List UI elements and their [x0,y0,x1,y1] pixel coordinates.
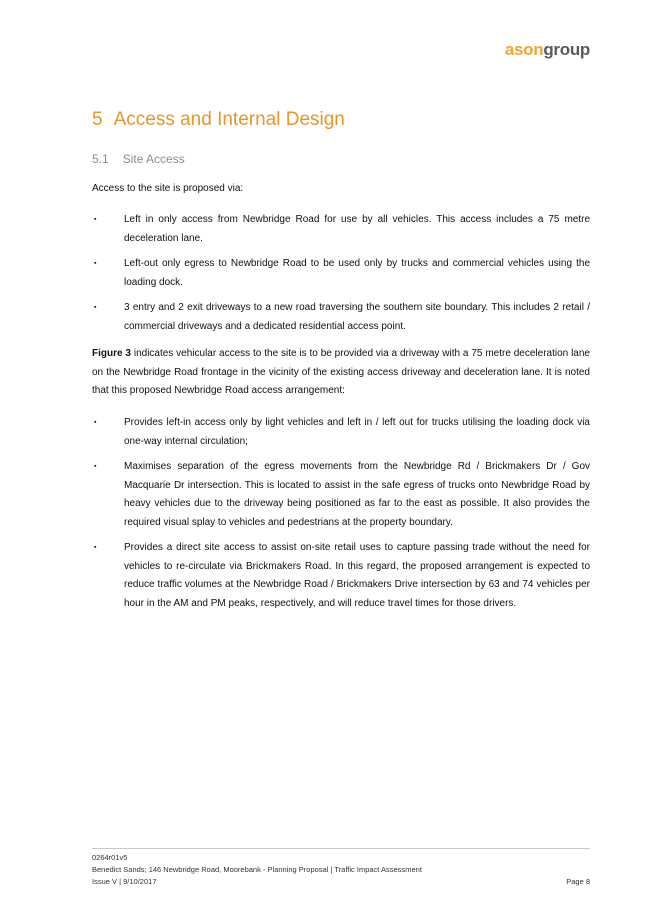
section-title: Access and Internal Design [113,109,345,130]
subsection-heading [92,152,185,166]
bullet-icon: ▪ [94,419,97,426]
list-item: ▪ Provides left-in access only by light vehicles and left in / left out for trucks utilising the loading dock via one-way internal circulation; [92,414,590,451]
list-item: ▪ Maximises separation of the egress movements from the Newbridge Rd / Brickmakers Dr / Gov Macquarie Dr intersection. This is located to assist in the safe egress of trucks onto Newbridge Road by heavy vehicles due to the driveway being positioned as far to the east as possible. It also provides the required visual splay to vehicles and pedestrians at the property boundary. [92,458,590,532]
section-number: 5 [92,109,103,130]
figure-paragraph: Figure 3 indicates vehicular access to the site is to be provided via a driveway with a 75 metre deceleration lane on the Newbridge Road frontage in the vicinity of the existing access driveway and deceleration lane. It is noted that this proposed Newbridge Road access arrangement: [92,348,590,396]
company-logo: asongroup [504,40,590,59]
section-heading [92,109,345,131]
bullet-icon: ▪ [94,260,97,267]
bullet-icon: ▪ [94,216,97,223]
bullet-icon: ▪ [94,544,97,551]
project-title: Benedict Sands; 146 Newbridge Road, Moorebank - Planning Proposal | Traffic Impact Assessment [92,865,422,874]
list-item: ▪ Provides a direct site access to assist on-site retail uses to capture passing trade without the need for vehicles to re-circulate via Brickmakers Road. In this regard, the proposed arrangement is expected to reduce traffic volumes at the Newbridge Road / Brickmakers Drive intersection by 63 and 74 vehicles per hour in the AM and PM peaks, respectively, and will reduce travel times for those drivers. [92,539,590,613]
list-item: ▪ Left-out only egress to Newbridge Road to be used only by trucks and commercial vehicles using the loading dock. [92,255,590,292]
access-list [92,211,590,343]
bullet-icon: ▪ [94,304,97,311]
subsection-title: Site Access [122,152,185,166]
page-number: Page 8 [566,877,590,886]
arrangement-list [92,414,590,620]
bullet-icon: ▪ [94,463,97,470]
subsection-number: 5.1 [92,152,109,166]
intro-text: Access to the site is proposed via: [92,183,244,194]
figure-reference[interactable]: Figure 3 [92,348,131,359]
document-ref: 0264r01v5 [92,853,128,862]
list-item: ▪ Left in only access from Newbridge Road for use by all vehicles. This access includes a 75 metre deceleration lane. [92,211,590,248]
list-item: ▪ 3 entry and 2 exit driveways to a new road traversing the southern site boundary. This includes 2 retail / commercial driveways and a dedicated residential access point. [92,299,590,336]
issue-date: Issue V | 9/10/2017 [92,877,157,886]
footer-divider [92,848,590,849]
page-footer [92,852,590,888]
